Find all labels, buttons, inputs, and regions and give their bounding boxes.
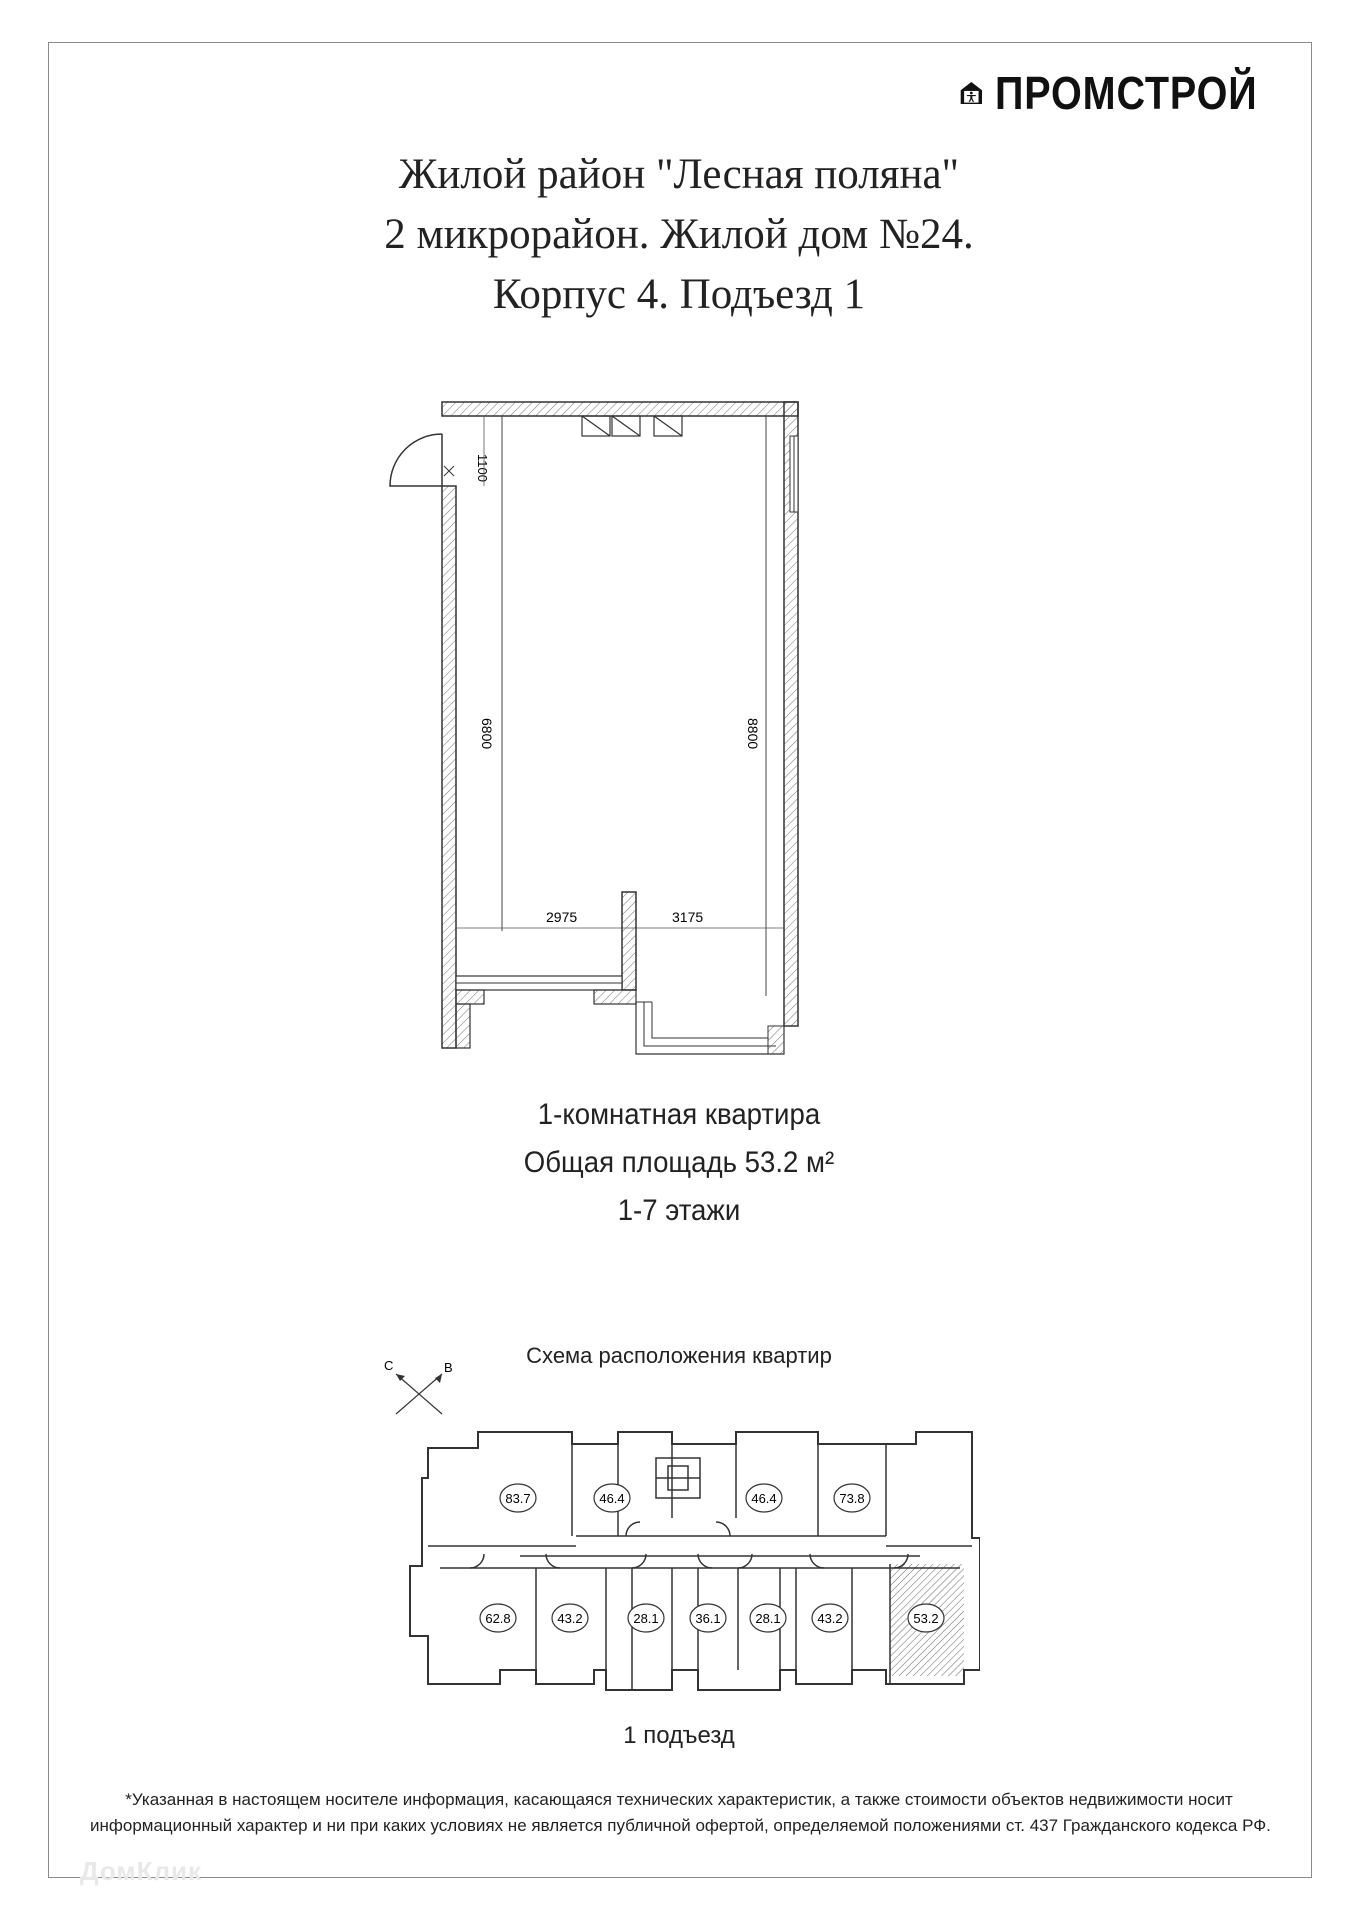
unit-label: 83.7 <box>505 1491 531 1506</box>
apartment-type: 1-комнатная квартира <box>537 1098 821 1131</box>
unit-label: 43.2 <box>817 1611 843 1626</box>
disclaimer-line-1: *Указанная в настоящем носителе информация, касающаяся технических характеристик, а также стоимости объектов недвижимости носит <box>125 1790 1233 1809</box>
compass-east: В <box>444 1360 453 1375</box>
unit-label-highlighted: 53.2 <box>913 1611 939 1626</box>
disclaimer-line-2: информационный характер и ни при каких условиях не является публичной офертой, определяемой положениями ст. 437 Гражданского кодекса РФ. <box>90 1816 1271 1835</box>
dim-2975: 2975 <box>546 909 578 925</box>
partition-wall <box>622 892 636 990</box>
dim-3175: 3175 <box>672 909 704 925</box>
unit-label: 46.4 <box>599 1491 625 1506</box>
title-line-1: Жилой район "Лесная поляна" <box>398 151 960 198</box>
section-scheme <box>400 1418 980 1708</box>
entrance-door <box>390 434 442 486</box>
apartment-floor-plan <box>360 396 920 1076</box>
title-line-2: 2 микрорайон. Жилой дом №24. <box>384 211 974 258</box>
scheme-title: Схема расположения квартир <box>526 1343 832 1368</box>
logo-house-icon <box>960 59 983 127</box>
apartment-floors: 1-7 этажи <box>617 1194 741 1227</box>
dim-1100: 1100 <box>475 454 490 482</box>
compass-north: С <box>384 1358 394 1373</box>
unit-label: 28.1 <box>633 1611 659 1626</box>
wall-left <box>442 486 456 1048</box>
apartment-area: Общая площадь 53.2 м² <box>523 1146 835 1179</box>
watermark: ДомКлик <box>80 1856 202 1886</box>
logo-text: ПРОМСТРОЙ <box>994 67 1258 119</box>
unit-label: 62.8 <box>485 1611 511 1626</box>
bottom-units <box>480 1604 944 1632</box>
entrance-label: 1 подъезд <box>623 1722 735 1749</box>
unit-label: 36.1 <box>695 1611 721 1626</box>
unit-label: 28.1 <box>755 1611 781 1626</box>
title-line-3: Корпус 4. Подъезд 1 <box>492 271 866 318</box>
dim-6800: 6800 <box>479 718 495 750</box>
dim-8800: 8800 <box>745 718 761 750</box>
unit-label: 73.8 <box>839 1491 865 1506</box>
compass-rose <box>380 1348 460 1418</box>
disclaimer <box>90 1787 1271 1839</box>
unit-label: 46.4 <box>751 1491 777 1506</box>
ventilation-shafts <box>582 416 682 436</box>
wall-top <box>442 402 798 416</box>
company-logo <box>960 58 1300 128</box>
unit-label: 43.2 <box>557 1611 583 1626</box>
